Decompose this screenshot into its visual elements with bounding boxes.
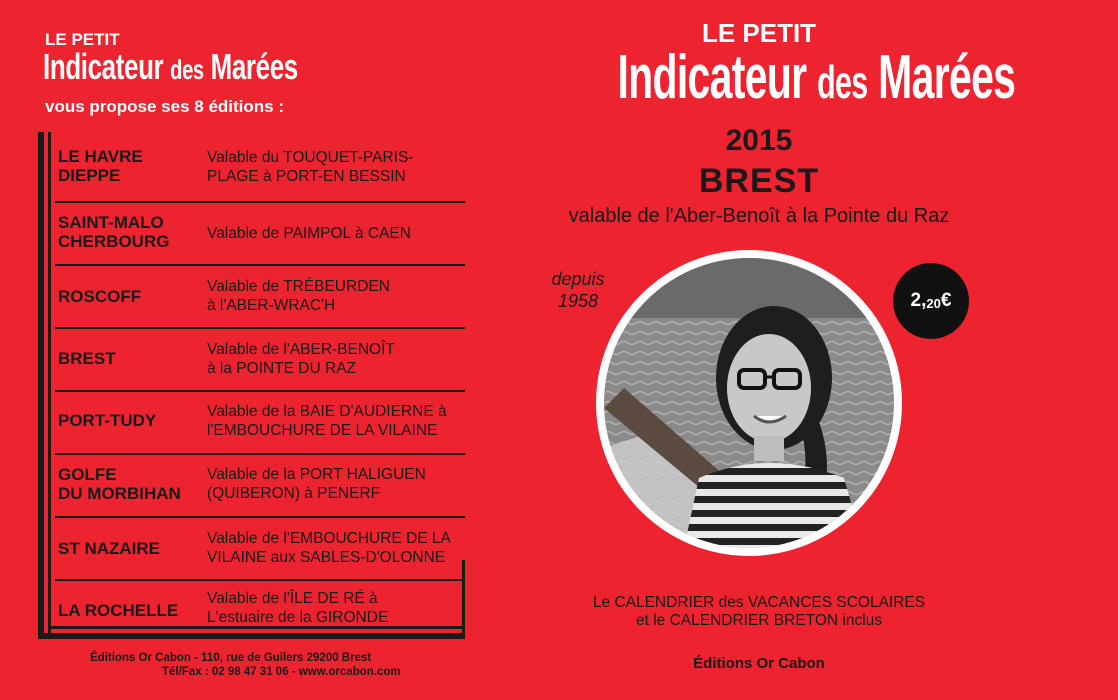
right-title-des: des — [817, 56, 868, 108]
list-item — [55, 518, 465, 581]
cover-photo — [596, 250, 902, 556]
edition-validity: Valable de la BAIE D'AUDIERNE à l'EMBOUCHURE DE LA VILAINE — [207, 403, 447, 439]
edition-city: ST NAZAIRE — [58, 539, 160, 558]
right-title-wrap — [515, 43, 1016, 114]
right-title-end: Marées — [878, 43, 1016, 112]
left-title-end: Marées — [210, 46, 298, 87]
frame-left-inner — [48, 132, 51, 637]
edition-validity: Valable de l'ÎLE DE RÉ à L'estuaire de la GIRONDE — [207, 590, 389, 626]
price-badge — [893, 263, 969, 339]
edition-city-title: BREST — [698, 162, 820, 200]
calendar-line-2: et le CALENDRIER BRETON inclus — [635, 612, 883, 629]
publisher-name: Éditions Or Cabon — [693, 655, 825, 672]
right-title-main: Indicateur — [617, 43, 807, 112]
footer-address: Éditions Or Cabon - 110, rue de Guilers 29200 Brest — [90, 652, 372, 664]
edition-city: SAINT-MALO CHERBOURG — [58, 213, 170, 251]
right-le-petit: LE PETIT — [701, 18, 817, 48]
price-currency: € — [940, 290, 952, 311]
list-item — [55, 266, 465, 329]
price-main: 2, — [910, 290, 927, 311]
edition-city: ROSCOFF — [58, 287, 142, 306]
since-label: depuis 1958 — [551, 269, 605, 311]
left-title — [43, 48, 298, 89]
list-item — [55, 203, 465, 266]
list-item — [55, 392, 465, 455]
calendar-line-1: Le CALENDRIER des VACANCES SCOLAIRES — [592, 594, 926, 611]
edition-city: GOLFE DU MORBIHAN — [58, 465, 181, 503]
edition-validity: Valable de PAIMPOL à CAEN — [207, 225, 411, 242]
edition-city: LA ROCHELLE — [58, 601, 179, 620]
right-title — [617, 43, 1016, 114]
edition-validity: Valable du TOUQUET-PARIS- PLAGE à PORT-EN BESSIN — [207, 149, 414, 185]
list-item — [55, 455, 465, 518]
left-title-main: Indicateur — [43, 46, 164, 87]
list-item — [55, 329, 465, 392]
left-propose: vous propose ses 8 éditions : — [45, 97, 285, 116]
edition-validity-subtitle: valable de l'Aber-Benoît à la Pointe du Raz — [568, 205, 950, 227]
portrait-image — [604, 258, 894, 548]
price-cents: 20 — [926, 295, 941, 311]
footer-contact: Tél/Fax : 02 98 47 31 06 - www.orcabon.com — [162, 666, 401, 678]
left-le-petit: LE PETIT — [45, 30, 120, 49]
edition-validity: Valable de la PORT HALIGUEN (QUIBERON) à PENERF — [207, 466, 426, 502]
edition-validity: Valable de TRÉBEURDEN à l'ABER-WRAC'H — [207, 278, 390, 314]
editions-list — [55, 140, 465, 642]
edition-year: 2015 — [725, 124, 793, 157]
list-item — [55, 581, 465, 642]
edition-validity: Valable de l'EMBOUCHURE DE LA VILAINE aux SABLES-D'OLONNE — [207, 530, 451, 566]
edition-city: PORT-TUDY — [58, 411, 157, 430]
edition-city: LE HAVRE DIEPPE — [58, 147, 143, 185]
left-title-des: des — [170, 54, 204, 85]
edition-validity: Valable de l'ABER-BENOÎT à la POINTE DU RAZ — [207, 341, 395, 377]
edition-city: BREST — [58, 349, 116, 368]
right-le-petit-wrap — [0, 18, 1000, 49]
list-item — [55, 140, 465, 203]
frame-left-outer — [38, 132, 44, 637]
